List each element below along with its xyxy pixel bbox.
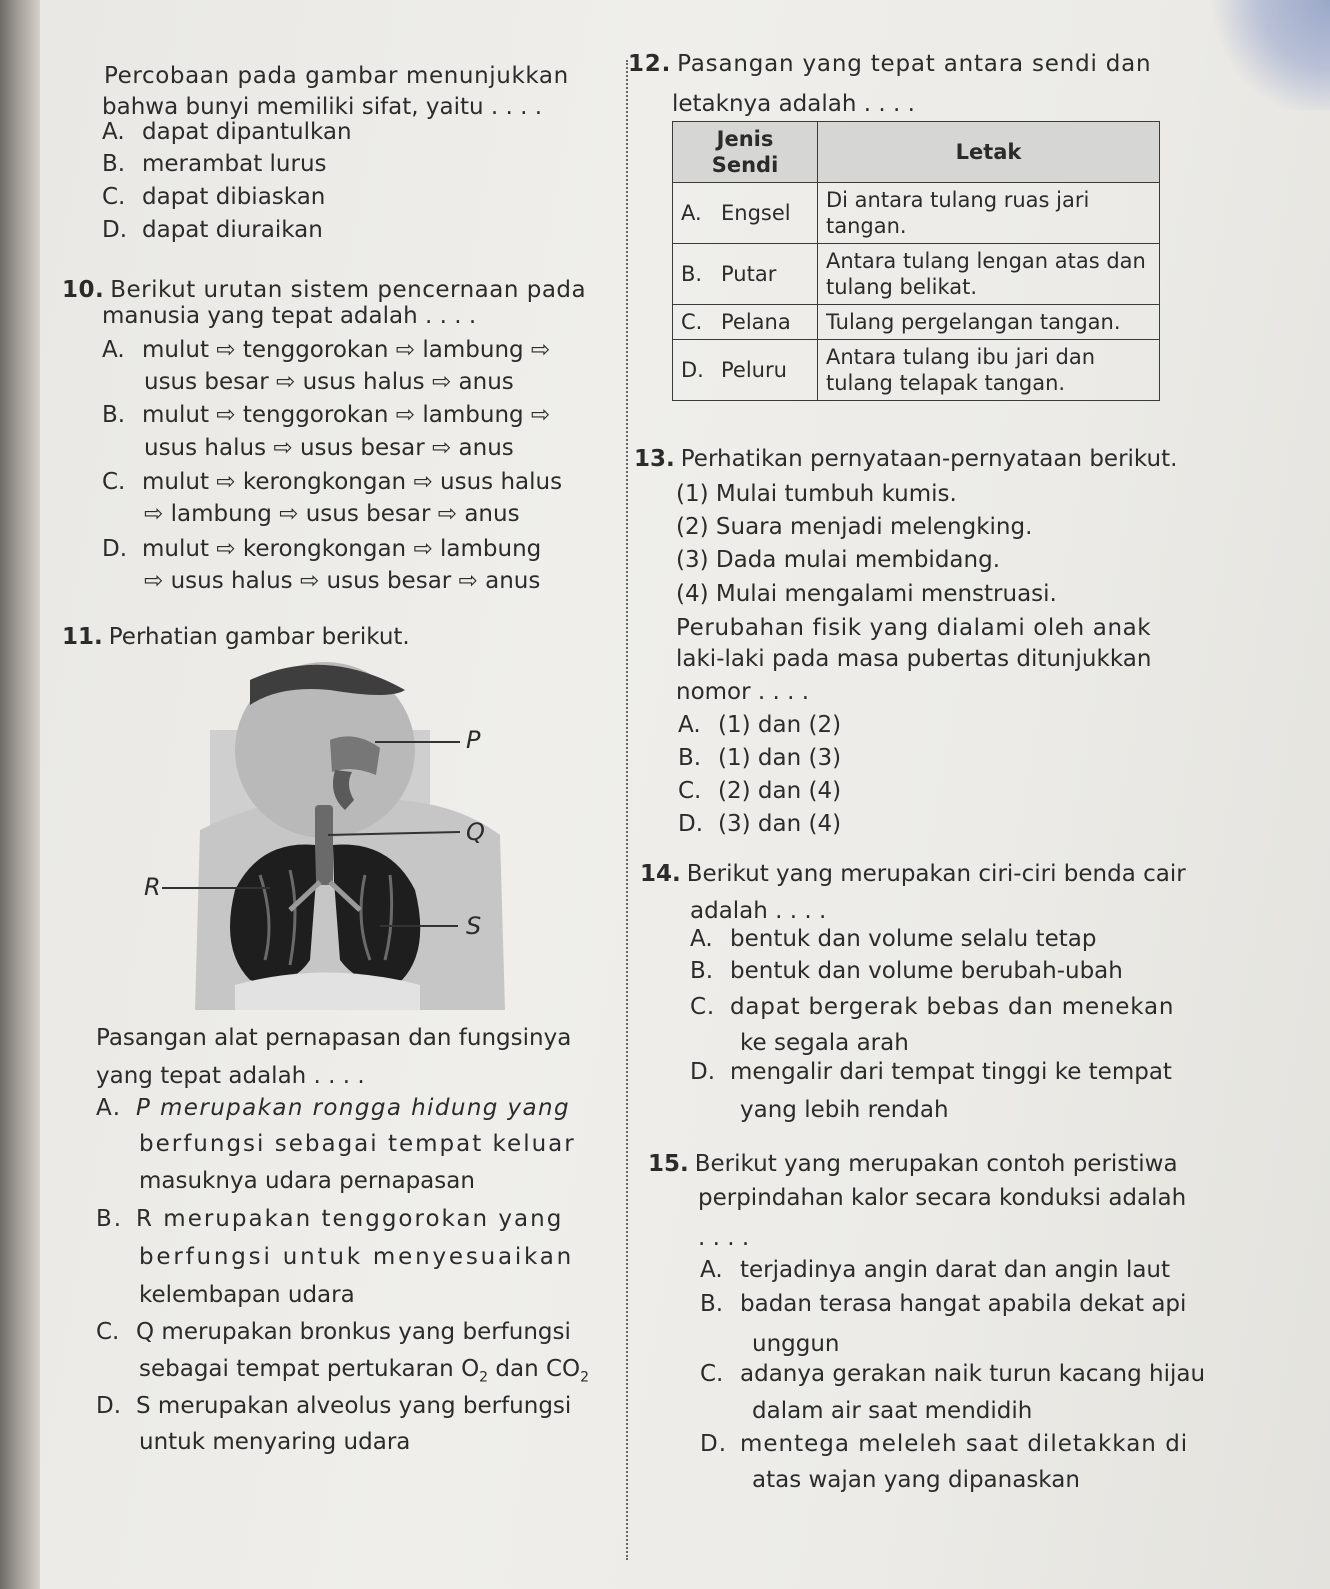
jenis-cell: D. Peluru (673, 340, 818, 401)
header-letak: Letak (818, 122, 1160, 183)
jenis-cell: A. Engsel (673, 183, 818, 244)
q13-option-d: D. (3) dan (4) (678, 811, 842, 837)
q11-option-a: A. P merupakan rongga hidung yang (96, 1095, 570, 1121)
q13-stem: 13. Perhatikan pernyataan-pernyataan berikut. (634, 446, 1178, 472)
q11-option-d: D. S merupakan alveolus yang berfungsi (96, 1393, 572, 1419)
q10-option-a-line2: usus besar ⇨ usus halus ⇨ anus (144, 369, 514, 395)
figure-label-r: R (144, 873, 161, 901)
trachea-shape (315, 805, 333, 885)
table-row (673, 183, 1160, 244)
q13-statement-3: (3) Dada mulai membidang. (676, 547, 1000, 573)
q14-stem-line1: 14. Berikut yang merupakan ciri-ciri benda cair (640, 861, 1186, 887)
q13-option-c: C. (2) dan (4) (678, 778, 842, 804)
q9-option-d: D. dapat diuraikan (102, 217, 323, 243)
figure-label-p: P (466, 726, 481, 754)
figure-label-q: Q (466, 818, 485, 846)
jenis-cell: B. Putar (673, 244, 818, 305)
q15-stem-line2: perpindahan kalor secara konduksi adalah (698, 1185, 1187, 1211)
q9-option-a: A. dapat dipantulkan (102, 119, 352, 145)
q13-statement-2: (2) Suara menjadi melengking. (676, 514, 1033, 540)
q13-stem-line4: nomor . . . . (676, 679, 810, 705)
q15-option-d-line2: atas wajan yang dipanaskan (752, 1467, 1080, 1493)
respiratory-system-figure (140, 660, 630, 1010)
q15-option-c: C. adanya gerakan naik turun kacang hijau (700, 1361, 1206, 1387)
q15-stem-line1: 15. Berikut yang merupakan contoh peristiwa (648, 1151, 1178, 1177)
book-spine-shadow (0, 0, 40, 1589)
q9-stem-line2: bahwa bunyi memiliki sifat, yaitu . . . . (102, 94, 543, 120)
q13-statement-1: (1) Mulai tumbuh kumis. (676, 481, 957, 507)
q11-stem-line3: yang tepat adalah . . . . (96, 1063, 365, 1089)
q13-stem-line2: Perubahan fisik yang dialami oleh anak (676, 615, 1152, 641)
q10-option-b: B. mulut ⇨ tenggorokan ⇨ lambung ⇨ (102, 402, 551, 428)
letak-cell: Antara tulang lengan atas dan tulang belikat. (818, 244, 1160, 305)
q10-option-d-line2: ⇨ usus halus ⇨ usus besar ⇨ anus (144, 568, 541, 594)
q13-option-b: B. (1) dan (3) (678, 745, 842, 771)
q13-option-a: A. (1) dan (2) (678, 712, 842, 738)
q14-option-a: A. bentuk dan volume selalu tetap (690, 926, 1097, 952)
q10-option-d: D. mulut ⇨ kerongkongan ⇨ lambung (102, 536, 542, 562)
q15-option-d: D. mentega meleleh saat diletakkan di (700, 1431, 1189, 1457)
q12-stem-line1: 12. Pasangan yang tepat antara sendi dan (628, 51, 1152, 77)
q10-stem-line1: 10. Berikut urutan sistem pencernaan pada (62, 277, 587, 303)
q11-stem-line2: Pasangan alat pernapasan dan fungsinya (96, 1025, 572, 1051)
q11-option-c: C. Q merupakan bronkus yang berfungsi (96, 1319, 571, 1345)
q9-option-c: C. dapat dibiaskan (102, 184, 326, 210)
q9-option-b: B. merambat lurus (102, 151, 327, 177)
letak-cell: Antara tulang ibu jari dan tulang telapak tangan. (818, 340, 1160, 401)
q11-option-d-line2: untuk menyaring udara (139, 1429, 411, 1455)
q10-option-c: C. mulut ⇨ kerongkongan ⇨ usus halus (102, 469, 563, 495)
letak-cell: Tulang pergelangan tangan. (818, 305, 1160, 340)
q15-option-c-line2: dalam air saat mendidih (752, 1398, 1033, 1424)
q14-option-d-line2: yang lebih rendah (740, 1097, 949, 1123)
q11-option-a-line2: berfungsi sebagai tempat keluar (139, 1131, 576, 1157)
q14-stem-line2: adalah . . . . (690, 898, 827, 924)
table-row (673, 305, 1160, 340)
q10-option-c-line2: ⇨ lambung ⇨ usus besar ⇨ anus (144, 501, 520, 527)
figure-label-s: S (466, 912, 482, 940)
q14-option-d: D. mengalir dari tempat tinggi ke tempat (690, 1059, 1172, 1085)
q14-option-c: C. dapat bergerak bebas dan menekan (690, 994, 1175, 1020)
q11-option-a-line3: masuknya udara pernapasan (139, 1168, 475, 1194)
q11-option-b: B. R merupakan tenggorokan yang (96, 1206, 564, 1232)
table-row (673, 244, 1160, 305)
q15-option-b-line2: unggun (752, 1331, 840, 1357)
q12-stem-line2: letaknya adalah . . . . (672, 91, 915, 117)
respiratory-diagram (140, 660, 630, 1010)
q10-option-b-line2: usus halus ⇨ usus besar ⇨ anus (144, 435, 514, 461)
q11-option-b-line2: berfungsi untuk menyesuaikan (139, 1244, 575, 1270)
letak-cell: Di antara tulang ruas jari tangan. (818, 183, 1160, 244)
q15-option-a: A. terjadinya angin darat dan angin laut (700, 1257, 1171, 1283)
table-header-row (673, 122, 1160, 183)
q15-stem-line3: . . . . (698, 1225, 750, 1251)
q13-stem-line3: laki-laki pada masa pubertas ditunjukkan (676, 646, 1152, 672)
q14-option-c-line2: ke segala arah (740, 1030, 909, 1056)
q11-option-b-line3: kelembapan udara (139, 1282, 355, 1308)
q11-option-c-line2: sebagai tempat pertukaran $O_2$ dan $CO_2$ (139, 1356, 590, 1386)
q11-stem: 11. Perhatian gambar berikut. (62, 624, 410, 650)
page-corner-decoration (1200, 0, 1330, 110)
sendi-table (672, 121, 1160, 401)
q15-option-b: B. badan terasa hangat apabila dekat api (700, 1291, 1187, 1317)
jenis-cell: C. Pelana (673, 305, 818, 340)
q10-option-a: A. mulut ⇨ tenggorokan ⇨ lambung ⇨ (102, 337, 551, 363)
q14-option-b: B. bentuk dan volume berubah-ubah (690, 958, 1123, 984)
header-jenis-sendi: Jenis Sendi (673, 122, 818, 183)
q9-stem-line1: Percobaan pada gambar menunjukkan (104, 63, 569, 89)
table-row (673, 340, 1160, 401)
q10-stem-line2: manusia yang tepat adalah . . . . (102, 303, 477, 329)
q13-statement-4: (4) Mulai mengalami menstruasi. (676, 581, 1057, 607)
